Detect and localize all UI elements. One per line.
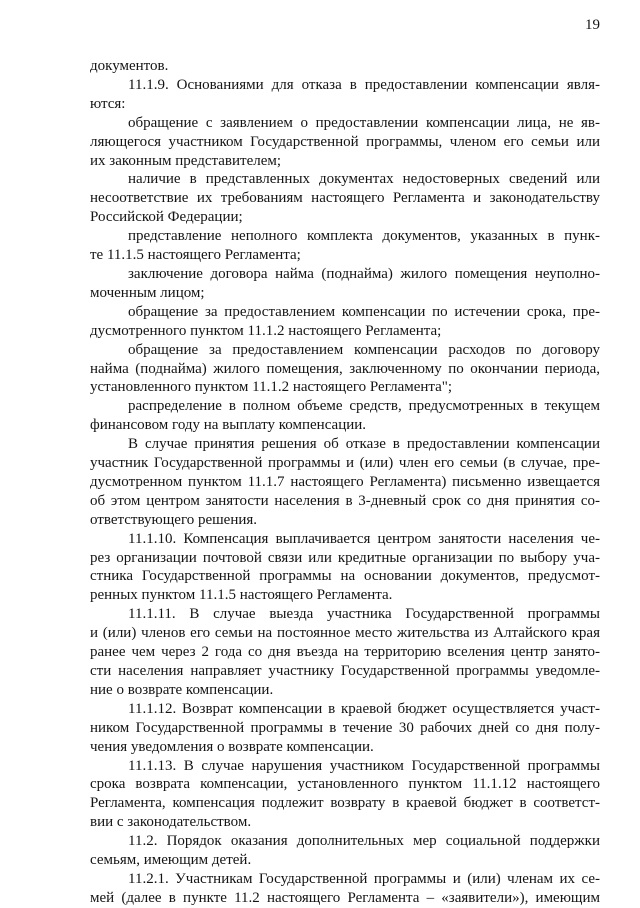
text-line: стника Государственной программы на основании документов, предусмот- bbox=[90, 568, 600, 585]
text-line: представление неполного комплекта документов, указанных в пунк- bbox=[128, 228, 600, 245]
text-line: ником Государственной программы в течение 30 рабочих дней со дня полу- bbox=[90, 719, 600, 736]
text-line: финансовом году на выплату компенсации. bbox=[90, 417, 367, 434]
text-line: Российской Федерации; bbox=[90, 209, 243, 226]
text-line: рез организации почтовой связи или кредитные организации по выбору уча- bbox=[90, 549, 600, 566]
text-line: вии с законодательством. bbox=[90, 814, 252, 831]
text-line: моченным лицом; bbox=[90, 284, 205, 301]
text-line: участник Государственной программы и (или) член его семьи (в случае, пре- bbox=[90, 455, 600, 472]
text-line: найма (поднайма) жилого помещения, заключенному по окончании периода, bbox=[90, 360, 600, 377]
text-line: их законным представителем; bbox=[90, 152, 282, 169]
text-line: дусмотренном пунктом 11.1.7 настоящего Регламента) письменно извещается bbox=[90, 473, 600, 490]
text-line: 11.1.11. В случае выезда участника Государственной программы bbox=[128, 606, 600, 623]
text-line: ются: bbox=[90, 95, 126, 112]
text-line: В случае принятия решения об отказе в предоставлении компенсации bbox=[128, 436, 600, 453]
text-line: ренных пунктом 11.1.5 настоящего Регламента. bbox=[90, 587, 393, 604]
text-line: мей (далее в пункте 11.2 настоящего Регламента – «заявители»), имеющим bbox=[90, 889, 600, 906]
text-line: 11.2.1. Участникам Государственной программы и (или) членам их се- bbox=[128, 870, 600, 887]
text-line: 11.1.12. Возврат компенсации в краевой бюджет осуществляется участ- bbox=[128, 700, 600, 717]
text-line: ние о возврате компенсации. bbox=[90, 681, 274, 698]
text-line: ранее чем через 2 года со дня въезда на территорию вселения центр занято- bbox=[90, 644, 600, 661]
text-line: несоответствие их требованиям настоящего Регламента и законодательству bbox=[90, 190, 600, 207]
page-number: 19 bbox=[585, 17, 600, 33]
text-line: обращение за предоставлением компенсации по истечении срока, пре- bbox=[128, 303, 600, 320]
text-line: и (или) членов его семьи на постоянное место жительства из Алтайского края bbox=[90, 625, 600, 642]
text-line: Регламента, компенсация подлежит возврату в краевой бюджет в соответст- bbox=[90, 795, 600, 812]
text-line: срока возврата компенсации, установленного пунктом 11.1.12 настоящего bbox=[90, 776, 600, 793]
text-line: ляющегося участником Государственной программы, членом его семьи или bbox=[90, 133, 600, 150]
text-line: 11.1.13. В случае нарушения участником Государственной программы bbox=[128, 757, 600, 774]
text-line: об этом центром занятости населения в 3-дневный срок со дня принятия со- bbox=[90, 492, 600, 509]
text-line: установленного пунктом 11.1.2 настоящего Регламента"; bbox=[90, 379, 453, 396]
text-line: обращение за предоставлением компенсации расходов по договору bbox=[128, 341, 600, 358]
text-line: 11.1.9. Основаниями для отказа в предоставлении компенсации явля- bbox=[128, 76, 600, 93]
text-line: сти населения направляет участнику Государственной программы уведомле- bbox=[90, 663, 600, 679]
text-line: 11.1.10. Компенсация выплачивается центром занятости населения че- bbox=[128, 530, 600, 547]
text-line: чения уведомления о возврате компенсации. bbox=[90, 738, 374, 755]
text-line: распределение в полном объеме средств, предусмотренных в текущем bbox=[128, 398, 600, 415]
text-line: семьям, имеющим детей. bbox=[90, 852, 252, 869]
text-line: дусмотренного пунктом 11.1.2 настоящего Регламента; bbox=[90, 322, 442, 339]
text-line: ответствующего решения. bbox=[90, 511, 258, 528]
text-line: заключение договора найма (поднайма) жилого помещения неуполно- bbox=[128, 265, 600, 282]
text-line: те 11.1.5 настоящего Регламента; bbox=[90, 247, 301, 264]
text-line: документов. bbox=[90, 58, 169, 74]
text-line: наличие в представленных документах недостоверных сведений или bbox=[128, 171, 600, 188]
text-line: обращение с заявлением о предоставлении компенсации лица, не яв- bbox=[128, 114, 600, 131]
body-text bbox=[90, 57, 600, 908]
text-line: 11.2. Порядок оказания дополнительных мер социальной поддержки bbox=[128, 833, 600, 850]
